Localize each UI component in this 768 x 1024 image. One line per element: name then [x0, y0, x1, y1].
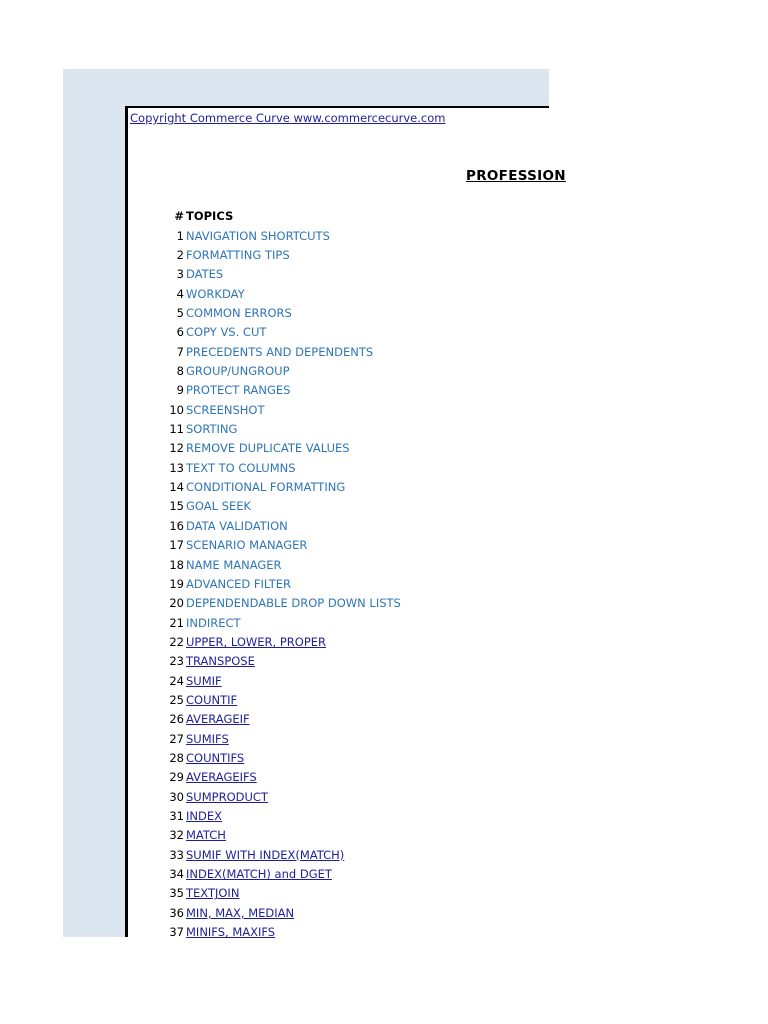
topic-link[interactable]: MINIFS, MAXIFS [186, 925, 276, 940]
topic-row [128, 304, 552, 322]
topic-link[interactable]: SCREENSHOT [186, 402, 265, 417]
topic-link[interactable]: DATA VALIDATION [186, 518, 288, 533]
topic-number: 23 [169, 654, 184, 669]
topic-link[interactable]: TRANSPOSE [186, 654, 255, 669]
topic-number: 15 [169, 499, 184, 514]
topic-link[interactable]: MIN, MAX, MEDIAN [186, 905, 295, 920]
topic-link[interactable]: TEXT TO COLUMNS [186, 460, 296, 475]
topic-number: 25 [169, 692, 184, 707]
topic-row [128, 826, 552, 844]
topic-row [128, 246, 552, 264]
topic-number: 36 [169, 905, 184, 920]
topic-number: 4 [176, 286, 184, 301]
topics-column-header: TOPICS [186, 209, 234, 223]
topic-row [128, 227, 552, 245]
topic-link[interactable]: SUMPRODUCT [186, 789, 268, 804]
topic-link[interactable]: SCENARIO MANAGER [186, 538, 308, 553]
topic-link[interactable]: COMMON ERRORS [186, 305, 292, 320]
topic-link[interactable]: SUMIF [186, 673, 222, 688]
topic-row [128, 575, 552, 593]
topic-number: 18 [169, 557, 184, 572]
topic-link[interactable]: NAME MANAGER [186, 557, 282, 572]
topic-number: 10 [169, 402, 184, 417]
topic-row [128, 904, 552, 922]
topic-row [128, 865, 552, 883]
topic-number: 30 [169, 789, 184, 804]
topic-number: 1 [176, 228, 184, 243]
topic-number: 9 [176, 383, 184, 398]
topic-link[interactable]: AVERAGEIF [186, 712, 250, 727]
topic-row [128, 536, 552, 554]
topic-row [128, 497, 552, 515]
page-title: PROFESSION [466, 168, 566, 184]
topic-row [128, 517, 552, 535]
number-column-header: # [174, 209, 184, 223]
topic-row [128, 749, 552, 767]
topic-link[interactable]: WORKDAY [186, 286, 245, 301]
topic-link[interactable]: INDEX [186, 809, 222, 823]
topic-row [128, 846, 552, 864]
topic-number: 26 [169, 712, 184, 727]
topic-link[interactable]: SORTING [186, 422, 238, 436]
topic-row [128, 807, 552, 825]
topic-row [128, 343, 552, 361]
topic-number: 2 [176, 247, 184, 262]
topic-link[interactable]: TEXTJOIN [186, 886, 240, 901]
topic-number: 32 [169, 828, 184, 843]
topic-link[interactable]: INDIRECT [186, 615, 241, 630]
topic-link[interactable]: PRECEDENTS AND DEPENDENTS [186, 344, 374, 359]
topic-row [128, 672, 552, 690]
topic-link[interactable]: INDEX(MATCH) and DGET [186, 867, 332, 882]
topic-row [128, 420, 552, 438]
topic-number: 28 [169, 751, 184, 765]
topic-row [128, 788, 552, 806]
topic-row [128, 884, 552, 902]
topic-number: 29 [169, 770, 184, 785]
topic-link[interactable]: NAVIGATION SHORTCUTS [186, 228, 330, 243]
topic-number: 31 [169, 809, 184, 823]
topic-row [128, 381, 552, 399]
topic-row [128, 459, 552, 477]
topic-link[interactable]: PROTECT RANGES [186, 383, 291, 398]
topic-row [128, 633, 552, 651]
topic-row [128, 478, 552, 496]
topic-row [128, 652, 552, 670]
topic-row [128, 614, 552, 632]
topic-row [128, 691, 552, 709]
topic-link[interactable]: COUNTIF [186, 692, 238, 707]
topic-number: 11 [169, 422, 184, 436]
topic-link[interactable]: CONDITIONAL FORMATTING [186, 480, 346, 495]
topic-link[interactable]: COUNTIFS [186, 751, 245, 765]
topic-link[interactable]: ADVANCED FILTER [186, 576, 292, 591]
topic-number: 7 [176, 344, 184, 359]
topic-link[interactable]: COPY VS. CUT [186, 325, 267, 340]
topic-link[interactable]: GROUP/UNGROUP [186, 364, 290, 378]
topic-link[interactable]: GOAL SEEK [186, 499, 252, 514]
topic-number: 24 [169, 673, 184, 688]
spreadsheet-page [125, 106, 566, 940]
topic-number: 12 [169, 441, 184, 456]
topic-number: 14 [169, 480, 184, 495]
topic-link[interactable]: FORMATTING TIPS [186, 247, 290, 262]
topic-link[interactable]: SUMIFS [186, 731, 229, 746]
topic-row [128, 401, 552, 419]
topic-link[interactable]: DEPENDENDABLE DROP DOWN LISTS [186, 596, 401, 611]
topic-number: 37 [169, 925, 184, 940]
topic-row [128, 768, 552, 786]
topic-link[interactable]: UPPER, LOWER, PROPER [186, 634, 327, 649]
topic-row [128, 730, 552, 748]
topic-link[interactable]: MATCH [186, 828, 226, 843]
topic-number: 22 [169, 634, 184, 649]
topic-row [128, 594, 552, 612]
topic-row [128, 556, 552, 574]
topic-number: 33 [169, 847, 184, 862]
topic-row [128, 285, 552, 303]
topic-number: 3 [176, 267, 184, 282]
topic-number: 34 [169, 867, 184, 882]
topic-link[interactable]: DATES [186, 267, 224, 282]
topic-row [128, 923, 552, 941]
topic-number: 20 [169, 596, 184, 611]
topic-number: 35 [169, 886, 184, 901]
topic-row [128, 362, 552, 380]
topic-number: 16 [169, 518, 184, 533]
topic-number: 21 [169, 615, 184, 630]
topics-header-row [128, 207, 552, 225]
topic-row [128, 265, 552, 283]
topic-row [128, 439, 552, 457]
topic-link[interactable]: SUMIF WITH INDEX(MATCH) [186, 847, 345, 862]
topic-row [128, 323, 552, 341]
copyright-link[interactable]: Copyright Commerce Curve www.commercecurve.com [130, 111, 446, 125]
topic-link[interactable]: AVERAGEIFS [186, 770, 257, 785]
topic-number: 19 [169, 576, 184, 591]
topic-number: 6 [176, 325, 184, 340]
topic-number: 13 [169, 460, 184, 475]
topic-number: 5 [176, 305, 184, 320]
topic-number: 8 [176, 364, 184, 378]
topic-number: 17 [169, 538, 184, 553]
topic-row [128, 710, 552, 728]
topic-link[interactable]: REMOVE DUPLICATE VALUES [186, 441, 350, 456]
topic-number: 27 [169, 731, 184, 746]
